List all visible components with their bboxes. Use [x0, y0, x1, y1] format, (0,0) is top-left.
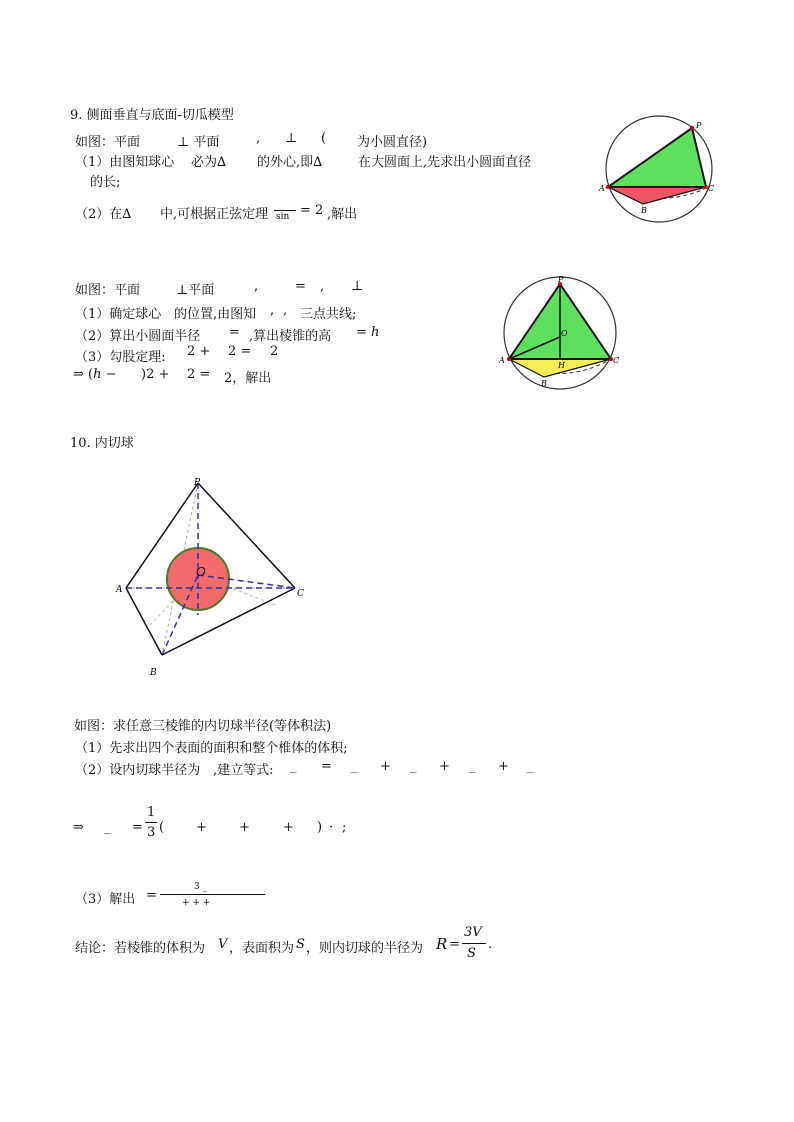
m1-label-a: A: [599, 184, 605, 193]
conclusion-f: R: [436, 935, 448, 953]
m2-line4-a: ⇒ (ℎ −: [73, 367, 117, 382]
figure-model1-cut-melon: [596, 113, 722, 225]
s10-line4-num: 3 _: [194, 882, 208, 892]
s10-eq-7: +: [498, 759, 509, 774]
m1-line2: 的长;: [90, 175, 121, 190]
m2-line0-e: ,: [320, 279, 325, 294]
m2-line2-d: = ℎ: [356, 325, 380, 340]
s10-line3-a: ⇒: [73, 820, 84, 835]
section-9-heading: 9. 侧面垂直与底面-切瓜模型: [70, 108, 234, 123]
s10-eq-0: _: [290, 759, 297, 774]
m2-line1-b: 的位置,由图知: [174, 307, 257, 322]
conclusion-d: S: [296, 937, 305, 952]
m1-fraction-bar: [274, 210, 296, 211]
s10-eq-6: _: [469, 759, 476, 774]
m2-line0-c: ,: [254, 279, 259, 294]
s10-line2-b: ,建立等式:: [213, 763, 274, 778]
conclusion-c: ，表面积为: [229, 941, 295, 956]
s10-line3-den: 3: [147, 825, 156, 840]
inscribed-label-p: P: [194, 478, 201, 488]
s10-line2-a: （2）设内切球半径为: [75, 763, 201, 778]
m2-label-b: B: [541, 379, 547, 388]
m1-label-b: B: [641, 206, 647, 215]
m2-line1-e: 三点共线;: [300, 307, 357, 322]
m2-line4-c: 2 =: [187, 367, 211, 382]
m2-line1-a: （1）确定球心: [75, 307, 162, 322]
figure-inscribed-sphere: [110, 475, 310, 680]
inscribed-label-b: B: [150, 668, 157, 678]
m1-line1-b: 必为∆: [191, 155, 227, 170]
m2-label-a: A: [499, 356, 505, 365]
m2-line1-d: ,: [283, 303, 288, 318]
conclusion-den: S: [467, 946, 476, 961]
m1-label-p: P: [696, 121, 702, 130]
m1-face-pac: [608, 128, 706, 187]
m2-line0-f: ⊥: [351, 279, 364, 294]
s10-line3-h: ): [317, 820, 323, 835]
inscribed-label-c: C: [297, 589, 304, 599]
m1-line0-a: 如图：平面: [75, 135, 141, 150]
s10-line3-e: +: [196, 820, 207, 835]
s10-line4-den: + + +: [182, 898, 211, 908]
m1-line1-d: 在大圆面上,先求出小圆面直径: [358, 155, 532, 170]
conclusion-num: 3V: [464, 925, 482, 940]
m1-line3-c: = 2: [300, 203, 324, 218]
s10-eq-1: =: [321, 759, 332, 774]
m2-line0-a: 如图：平面: [75, 283, 141, 298]
s10-line3-g: +: [283, 820, 294, 835]
s10-eq-5: +: [439, 759, 450, 774]
m1-line0-b: ⊥ 平面: [177, 135, 220, 150]
section-10-heading: 10. 内切球: [70, 436, 134, 451]
inscribed-label-o: O: [196, 565, 206, 579]
conclusion-a: 结论：若棱锥的体积为: [75, 941, 206, 956]
m1-face-abc: [608, 187, 706, 204]
m1-line0-e: (: [321, 131, 327, 146]
m2-label-c: C: [613, 356, 620, 365]
figure-model2-pyramid-sphere: [497, 272, 622, 394]
s10-eq-4: _: [410, 759, 417, 774]
m2-line1-c: ,: [270, 303, 275, 318]
m2-line3-c: 2 =: [228, 344, 252, 359]
inscribed-label-a: A: [116, 585, 123, 595]
m1-line1-c: 的外心,即∆: [257, 155, 323, 170]
m1-line3-a: （2）在∆: [75, 207, 132, 222]
m1-line3-d: ,解出: [327, 207, 358, 222]
m2-line2-c: ,算出棱锥的高: [249, 329, 332, 344]
conclusion-g: =: [449, 937, 460, 952]
m2-line2-a: （2）算出小圆面半径: [75, 329, 201, 344]
m2-line0-d: =: [295, 279, 306, 294]
m1-line0-d: ⊥: [285, 131, 298, 146]
s10-line3-f: +: [239, 820, 250, 835]
m2-line2-b: =: [229, 325, 240, 340]
s10-line3-j: ;: [342, 820, 347, 835]
s10-line4-a: （3）解出: [75, 892, 136, 907]
m1-label-c: C: [708, 184, 715, 193]
s10-line4-b: =: [146, 888, 157, 903]
s10-eq-8: _: [527, 759, 534, 774]
m2-label-h: H: [558, 361, 565, 370]
m2-line3-d: 2: [270, 344, 279, 359]
m2-line4-b: )2 +: [141, 367, 170, 382]
s10-line3-d: (: [159, 820, 165, 835]
conclusion-h: .: [488, 937, 493, 952]
m1-line3-b: 中,可根据正弦定理: [160, 207, 269, 222]
m1-line0-c: ,: [256, 131, 261, 146]
s10-line3-num: 1: [147, 805, 156, 820]
s10-line0: 如图：求任意三棱锥的内切球半径(等体积法): [74, 719, 332, 734]
s10-eq-3: +: [380, 759, 391, 774]
conclusion-b: V: [218, 937, 228, 952]
s10-line3-b: _: [104, 820, 111, 835]
m1-line1-a: （1）由图知球心: [75, 155, 175, 170]
m2-line0-b: ⊥平面: [176, 283, 215, 298]
m2-label-o: O: [561, 329, 568, 338]
conclusion-e: ，则内切球的半径为: [306, 941, 424, 956]
m2-line3-b: 2 +: [187, 344, 211, 359]
m2-line3-a: （3）勾股定理:: [75, 350, 166, 365]
m1-line0-f: 为小圆直径): [357, 135, 428, 150]
s10-line3-c: =: [132, 820, 143, 835]
m2-label-p: P: [558, 275, 564, 284]
m2-line4-d: 2，解出: [224, 371, 272, 386]
m1-fraction-denominator: sin: [276, 212, 290, 222]
s10-line1: （1）先求出四个表面的面积和整个椎体的体积;: [75, 741, 348, 756]
s10-eq-2: _: [351, 759, 358, 774]
s10-line3-i: ·: [329, 820, 334, 835]
